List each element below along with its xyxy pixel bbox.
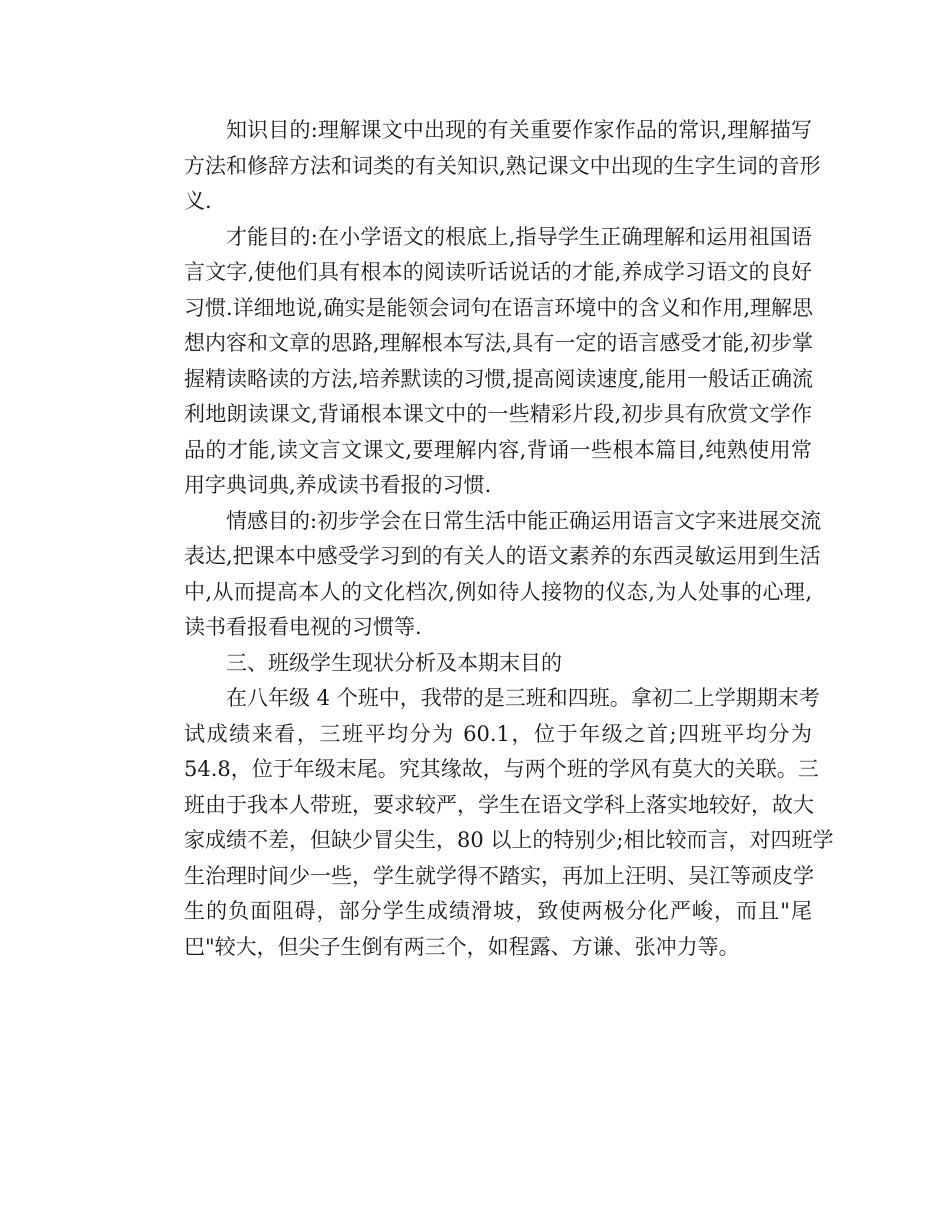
- text-line: 言文字,使他们具有根本的阅读听话说话的才能,养成学习语文的良好: [184, 260, 812, 284]
- text-line: 情感目的:初步学会在日常生活中能正确运用语言文字来进展交流: [226, 508, 822, 533]
- text-line: 试成绩来看，三班平均分为 60.1，位于年级之首;四班平均分为: [184, 721, 812, 746]
- paragraph-ability-goal: [142, 220, 812, 504]
- paragraph-knowledge-goal: [142, 113, 821, 220]
- text-line: 方法和修辞方法和词类的有关知识,熟记课文中出现的生字生词的音形: [184, 153, 821, 178]
- text-line: 读书看报看电视的习惯等.: [184, 615, 422, 639]
- text-line: 知识目的:理解课文中出现的有关重要作家作品的常识,理解描写: [226, 118, 812, 142]
- section-heading: [142, 646, 812, 682]
- text-line: 表达,把课本中感受学习到的有关人的语文素养的东西灵敏运用到生活: [184, 544, 821, 568]
- text-line: 巴"较大，但尖子生倒有两三个，如程露、方谦、张冲力等。: [184, 934, 740, 959]
- text-line: 三、班级学生现状分析及本期末目的: [226, 650, 562, 675]
- text-line: 品的才能,读文言文课文,要理解内容,背诵一些根本篇目,纯熟使用常: [184, 437, 812, 462]
- text-line: 才能目的:在小学语文的根底上,指导学生正确理解和运用祖国语: [226, 224, 812, 249]
- text-line: 中,从而提高本人的文化档次,例如待人接物的仪态,为人处事的心理,: [184, 579, 812, 604]
- paragraph-class-analysis: [142, 681, 834, 965]
- text-line: 生的负面阻碍，部分学生成绩滑坡，致使两极分化严峻，而且"尾: [184, 899, 812, 923]
- text-line: 义.: [184, 189, 212, 213]
- text-line: 班由于我本人带班，要求较严，学生在语文学科上落实地较好，故大: [184, 792, 814, 817]
- text-line: 家成绩不差，但缺少冒尖生，80 以上的特别少;相比较而言，对四班学: [184, 828, 834, 852]
- text-line: 54.8，位于年级末尾。究其缘故，与两个班的学风有莫大的关联。三: [184, 757, 819, 781]
- paragraph-emotion-goal: [142, 504, 822, 646]
- text-line: 想内容和文章的思路,理解根本写法,具有一定的语言感受才能,初步掌: [184, 331, 814, 355]
- document-body: [142, 113, 834, 965]
- text-line: 用字典词典,养成读书看报的习惯.: [184, 473, 492, 497]
- text-line: 利地朗读课文,背诵根本课文中的一些精彩片段,初步具有欣赏文学作: [184, 402, 812, 426]
- text-line: 生治理时间少一些，学生就学得不踏实，再加上汪明、吴江等顽皮学: [184, 863, 814, 888]
- text-line: 在八年级 4 个班中，我带的是三班和四班。拿初二上学期期末考: [226, 686, 820, 710]
- text-line: 握精读略读的方法,培养默读的习惯,提高阅读速度,能用一般话正确流: [184, 366, 814, 391]
- text-line: 习惯.详细地说,确实是能领会词句在语言环境中的含义和作用,理解思: [184, 295, 814, 320]
